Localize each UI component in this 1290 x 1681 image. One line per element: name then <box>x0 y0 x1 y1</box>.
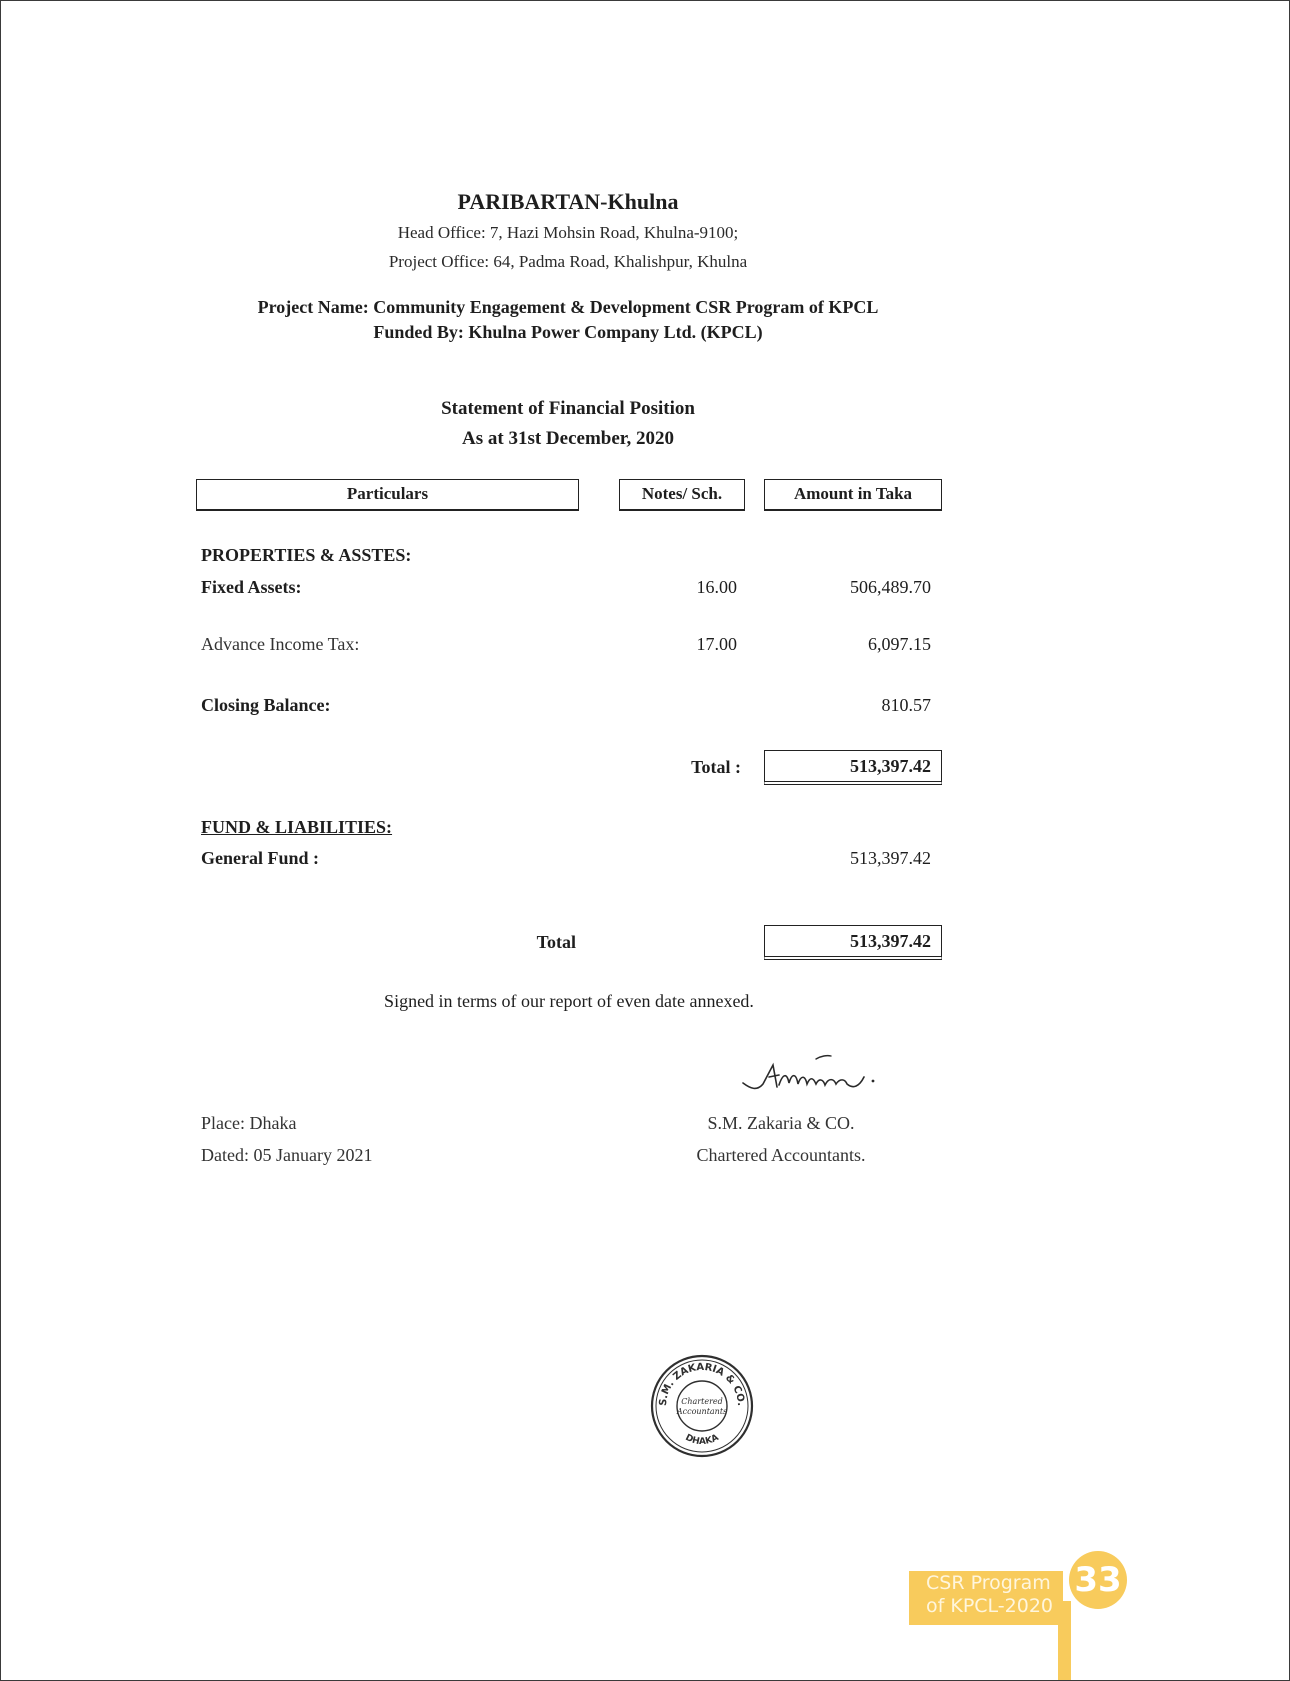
liabilities-total-label: Total <box>536 932 576 952</box>
seal-center-line2: Accountants <box>676 1407 728 1416</box>
closing-balance-label: Closing Balance: <box>201 695 331 715</box>
advance-income-tax-amount: 6,097.15 <box>868 634 931 654</box>
dated: Dated: 05 January 2021 <box>201 1145 373 1165</box>
seal-center-line1: Chartered <box>681 1397 723 1406</box>
funded-by: Funded By: Khulna Power Company Ltd. (KPCL) <box>373 322 763 342</box>
signed-note: Signed in terms of our report of even date annexed. <box>384 991 754 1011</box>
assets-section-title: PROPERTIES & ASSTES: <box>201 545 412 565</box>
general-fund-label: General Fund : <box>201 848 320 868</box>
header-notes: Notes/ Sch. <box>619 479 745 511</box>
svg-text:DHAKA <box>684 1433 721 1447</box>
header-particulars: Particulars <box>196 479 579 511</box>
statement-date: As at 31st December, 2020 <box>462 428 674 449</box>
advance-income-tax-label: Advance Income Tax: <box>201 634 360 654</box>
project-office-address: Project Office: 64, Padma Road, Khalishpur, Khulna <box>388 252 748 271</box>
fixed-assets-amount: 506,489.70 <box>850 577 931 597</box>
header-amount: Amount in Taka <box>764 479 942 511</box>
seal-top-text: S.M. ZAKARIA & CO. <box>657 1361 747 1407</box>
statement-title: Statement of Financial Position <box>441 398 695 419</box>
general-fund-amount: 513,397.42 <box>850 848 931 868</box>
liabilities-total-value: 513,397.42 <box>764 925 942 960</box>
page-badge-text <box>926 1572 1053 1618</box>
seal-bottom-text: DHAKA <box>683 1432 721 1448</box>
closing-balance-amount: 810.57 <box>881 695 931 715</box>
organization-name: PARIBARTAN-Khulna <box>457 189 679 214</box>
project-name: Project Name: Community Engagement & Development CSR Program of KPCL <box>257 297 879 317</box>
assets-total-value: 513,397.42 <box>764 750 942 785</box>
firm-name: S.M. Zakaria & CO. <box>707 1113 855 1133</box>
head-office-address: Head Office: 7, Hazi Mohsin Road, Khulna-9100; <box>397 223 739 242</box>
fixed-assets-label: Fixed Assets: <box>201 577 302 597</box>
page-number: 33 <box>1069 1551 1127 1609</box>
firm-title: Chartered Accountants. <box>696 1145 866 1165</box>
auditor-seal <box>649 1353 755 1459</box>
page-badge-bar <box>1058 1601 1071 1681</box>
badge-line-1: CSR Program <box>926 1572 1051 1594</box>
liabilities-section-title: FUND & LIABILITIES: <box>201 817 393 837</box>
badge-line-2: of KPCL-2020 <box>926 1595 1053 1617</box>
fixed-assets-note: 16.00 <box>696 577 737 597</box>
place: Place: Dhaka <box>201 1113 297 1133</box>
assets-total-label: Total : <box>691 757 741 777</box>
auditor-signature <box>739 1053 889 1101</box>
advance-income-tax-note: 17.00 <box>696 634 737 654</box>
